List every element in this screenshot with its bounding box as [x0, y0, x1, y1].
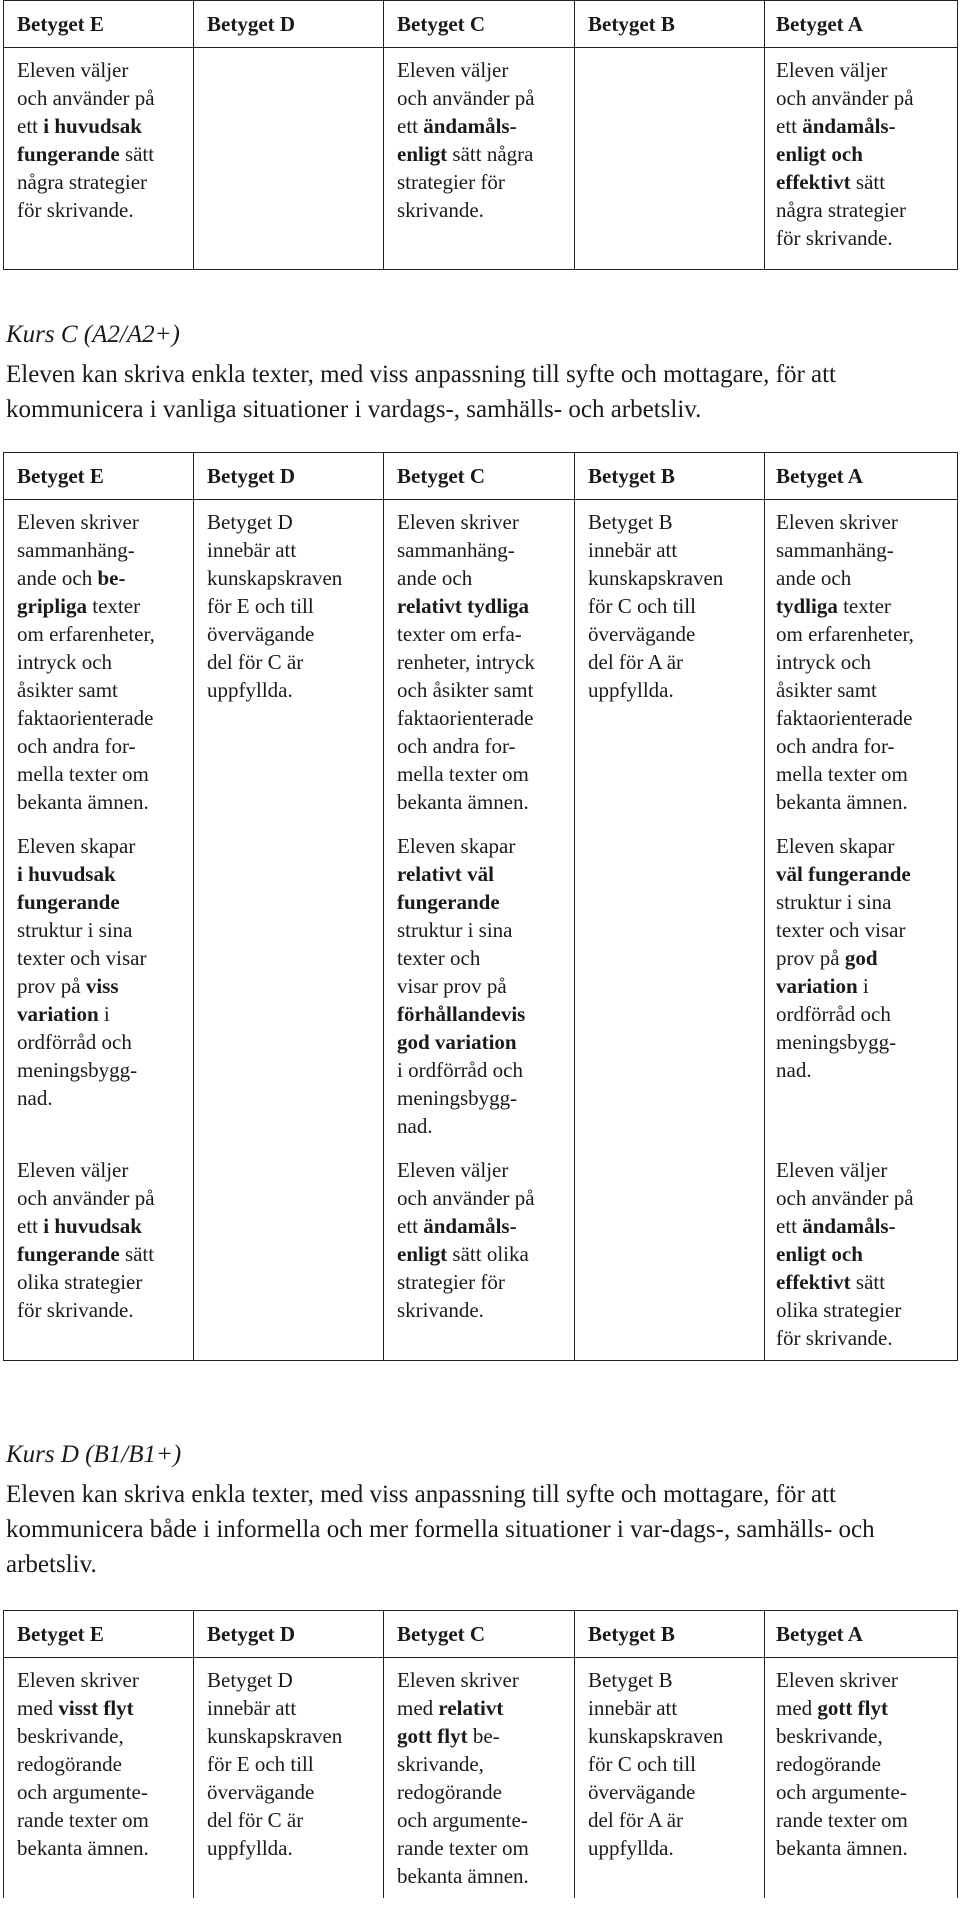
- grade-header-b: Betyget B: [575, 453, 765, 500]
- grade-header-d: Betyget D: [194, 453, 384, 500]
- grade-header-row: [4, 453, 958, 500]
- grade-header-b: Betyget B: [575, 1611, 765, 1658]
- table-row: [4, 48, 958, 270]
- grade-header-d: Betyget D: [194, 1, 384, 48]
- criteria-cell-a: Eleven väljer och använder på ett ändamåls- enligt och effektivt sätt några strategier för skrivande.: [765, 48, 958, 270]
- table-row: [4, 1658, 958, 1899]
- criteria-cell-a: Eleven skriver med gott flyt beskrivande, redogörande och argumente- rande texter om bekanta ämnen.: [765, 1658, 958, 1899]
- criteria-cell-c: Eleven väljer och använder på ett ändamåls- enligt sätt några strategier för skrivande.: [384, 48, 575, 270]
- criteria-cell-a: Eleven skriver sammanhäng- ande och tydliga texter om erfarenheter, intryck och åsikter samt faktaorienterade och andra for- mella texter om bekanta ämnen.: [765, 500, 958, 825]
- criteria-cell-b: [575, 48, 765, 270]
- course-c-section: [6, 319, 956, 427]
- criteria-cell-e: Eleven skriver sammanhäng- ande och be- gripliga texter om erfarenheter, intryck och åsikter samt faktaorienterade och andra for- mella texter om bekanta ämnen.: [4, 500, 194, 825]
- criteria-cell-e: Eleven skapar i huvudsak fungerande struktur i sina texter och visar prov på viss variation i ordförråd och meningsbygg- nad.: [4, 824, 194, 1148]
- criteria-cell-b: [575, 824, 765, 1148]
- grade-header-d: Betyget D: [194, 1611, 384, 1658]
- criteria-cell-b: Betyget B innebär att kunskapskraven för C och till övervägande del för A är uppfyllda.: [575, 1658, 765, 1899]
- criteria-cell-c: Eleven skapar relativt väl fungerande struktur i sina texter och visar prov på förhållandevis god variation i ordförråd och meningsbygg- nad.: [384, 824, 575, 1148]
- grade-table-continued: [3, 0, 958, 270]
- criteria-cell-d: [194, 48, 384, 270]
- criteria-cell-d: Betyget D innebär att kunskapskraven för E och till övervägande del för C är uppfyllda.: [194, 1658, 384, 1899]
- grade-header-e: Betyget E: [4, 453, 194, 500]
- grade-header-c: Betyget C: [384, 1611, 575, 1658]
- criteria-cell-d: [194, 1148, 384, 1361]
- criteria-cell-e: Eleven väljer och använder på ett i huvudsak fungerande sätt några strategier för skrivande.: [4, 48, 194, 270]
- course-d-description: Eleven kan skriva enkla texter, med viss anpassning till syfte och mottagare, för att kommunicera både i informella och mer formella situationer i var-dags-, samhälls- och arbetsliv.: [6, 1481, 875, 1578]
- table-row: [4, 824, 958, 1148]
- grade-header-b: Betyget B: [575, 1, 765, 48]
- criteria-cell-c: Eleven skriver sammanhäng- ande och relativt tydliga texter om erfa- renheter, intryck och åsikter samt faktaorienterade och andra for- mella texter om bekanta ämnen.: [384, 500, 575, 825]
- grade-header-a: Betyget A: [765, 1611, 958, 1658]
- grade-header-e: Betyget E: [4, 1, 194, 48]
- grade-header-e: Betyget E: [4, 1611, 194, 1658]
- criteria-cell-a: Eleven väljer och använder på ett ändamåls- enligt och effektivt sätt olika strategier för skrivande.: [765, 1148, 958, 1361]
- grade-header-c: Betyget C: [384, 453, 575, 500]
- grade-header-row: [4, 1611, 958, 1658]
- table-row: [4, 1148, 958, 1361]
- criteria-cell-b: [575, 1148, 765, 1361]
- criteria-cell-d: [194, 824, 384, 1148]
- course-c-description: Eleven kan skriva enkla texter, med viss anpassning till syfte och mottagare, för att kommunicera i vanliga situationer i vardags-, samhälls- och arbetsliv.: [6, 361, 837, 423]
- grade-header-a: Betyget A: [765, 1, 958, 48]
- course-d-section: [6, 1439, 956, 1582]
- criteria-cell-e: Eleven väljer och använder på ett i huvudsak fungerande sätt olika strategier för skrivande.: [4, 1148, 194, 1361]
- grade-header-row: [4, 1, 958, 48]
- criteria-cell-a: Eleven skapar väl fungerande struktur i sina texter och visar prov på god variation i ordförråd och meningsbygg- nad.: [765, 824, 958, 1148]
- grade-table-course-d: [3, 1610, 958, 1898]
- course-c-title: Kurs C (A2/A2+): [6, 321, 180, 348]
- grade-header-c: Betyget C: [384, 1, 575, 48]
- grade-header-a: Betyget A: [765, 453, 958, 500]
- criteria-cell-b: Betyget B innebär att kunskapskraven för C och till övervägande del för A är uppfyllda.: [575, 500, 765, 825]
- criteria-cell-d: Betyget D innebär att kunskapskraven för E och till övervägande del för C är uppfyllda.: [194, 500, 384, 825]
- table-row: [4, 500, 958, 825]
- criteria-cell-e: Eleven skriver med visst flyt beskrivande, redogörande och argumente- rande texter om bekanta ämnen.: [4, 1658, 194, 1899]
- criteria-cell-c: Eleven väljer och använder på ett ändamåls- enligt sätt olika strategier för skrivande.: [384, 1148, 575, 1361]
- criteria-cell-c: Eleven skriver med relativt gott flyt be- skrivande, redogörande och argumente- rande texter om bekanta ämnen.: [384, 1658, 575, 1899]
- course-d-title: Kurs D (B1/B1+): [6, 1441, 182, 1468]
- grade-table-course-c: [3, 452, 958, 1361]
